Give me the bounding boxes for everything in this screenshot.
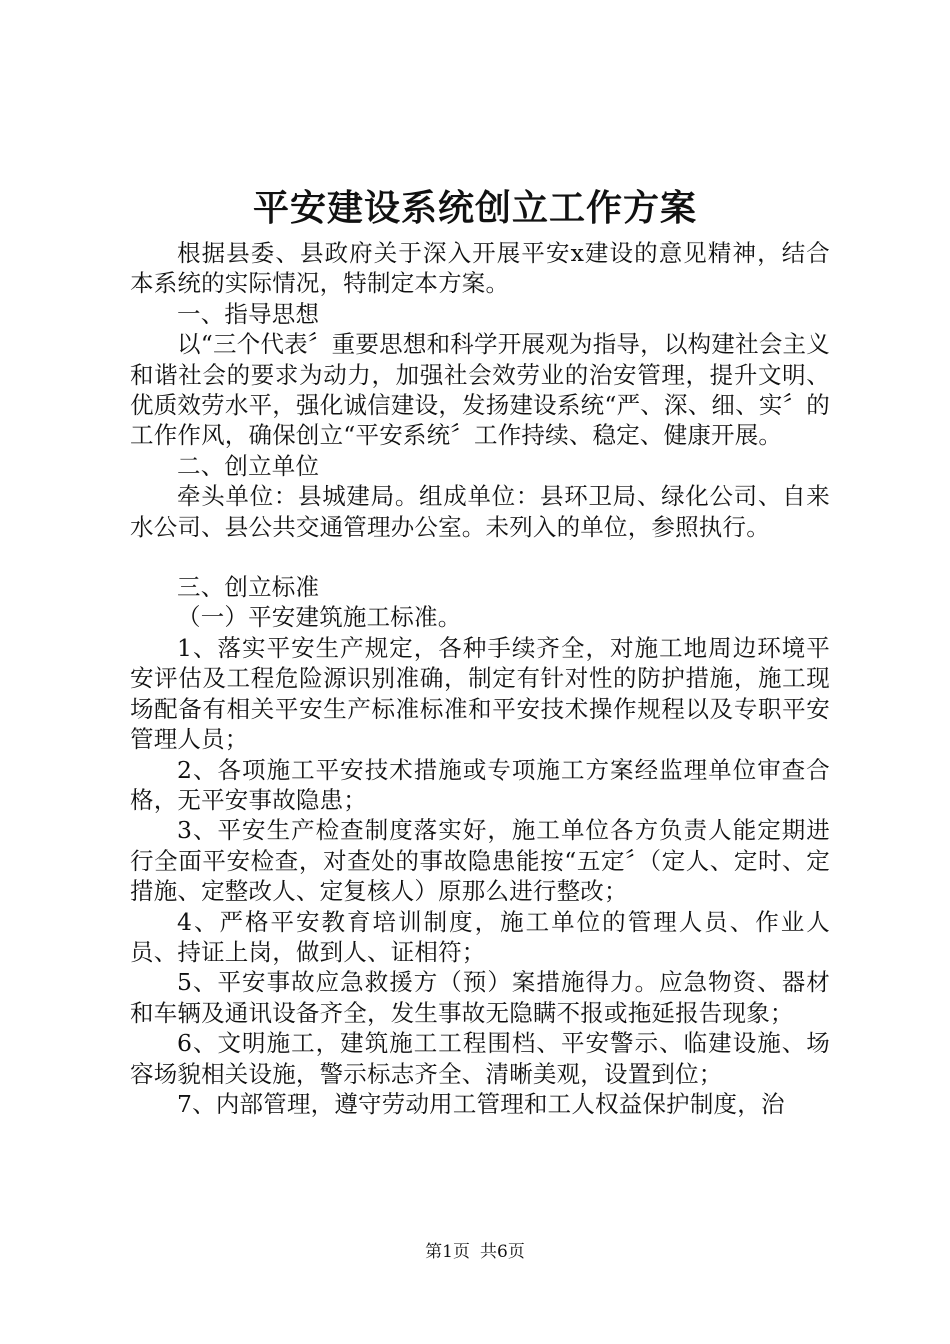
section-heading-guiding-thought: 一、指导思想 <box>177 299 320 328</box>
list-item-7: 7、内部管理，遵守劳动用工管理和工人权益保护制度，治 <box>177 1089 785 1118</box>
list-item-6: 6、文明施工，建筑施工工程围档、平安警示、临建设施、场容场貌相关设施，警示标志齐全、清晰美观，设置到位； <box>130 1029 830 1088</box>
list-item-1: 1、落实平安生产规定，各种手续齐全，对施工地周边环境平安评估及工程危险源识别准确，制定有针对性的防护措施，施工现场配备有相关平安生产标准标准和平安技术操作规程以及专职平安管理人员； <box>130 633 830 754</box>
page-footer <box>0 1240 950 1264</box>
document-body <box>130 238 830 1119</box>
paragraph-guiding-thought: 以“三个代表〞重要思想和科学开展观为指导，以构建社会主义和谐社会的要求为动力，加强社会效劳业的治安管理，提升文明、优质效劳水平，强化诚信建设，发扬建设系统“严、深、细、实〞的工作作风，确保创立“平安系统〞工作持续、稳定、健康开展。 <box>130 330 830 450</box>
paragraph-intro: 根据县委、县政府关于深入开展平安x建设的意见精神，结合本系统的实际情况，特制定本方案。 <box>130 239 830 298</box>
list-item-5: 5、平安事故应急救援方（预）案措施得力。应急物资、器材和车辆及通讯设备齐全，发生事故无隐瞒不报或拖延报告现象； <box>130 968 830 1027</box>
list-item-2: 2、各项施工平安技术措施或专项施工方案经监理单位审查合格，无平安事故隐患； <box>130 755 830 814</box>
section-heading-standards: 三、创立标准 <box>177 573 320 602</box>
page-total: 共6页 <box>480 1242 525 1262</box>
page-number: 第1页 <box>425 1242 470 1262</box>
paragraph-units: 牵头单位：县城建局。组成单位：县环卫局、绿化公司、自来水公司、县公共交通管理办公室。未列入的单位，参照执行。 <box>130 482 830 541</box>
section-heading-units: 二、创立单位 <box>177 451 320 480</box>
list-item-3: 3、平安生产检查制度落实好，施工单位各方负责人能定期进行全面平安检查，对查处的事故隐患能按“五定〞（定人、定时、定措施、定整改人、定复核人）原那么进行整改； <box>130 816 830 906</box>
subsection-heading-construction: （一）平安建筑施工标准。 <box>177 603 462 632</box>
list-item-4: 4、严格平安教育培训制度，施工单位的管理人员、作业人员、持证上岗，做到人、证相符； <box>130 907 830 966</box>
document-title: 平安建设系统创立工作方案 <box>252 187 697 229</box>
